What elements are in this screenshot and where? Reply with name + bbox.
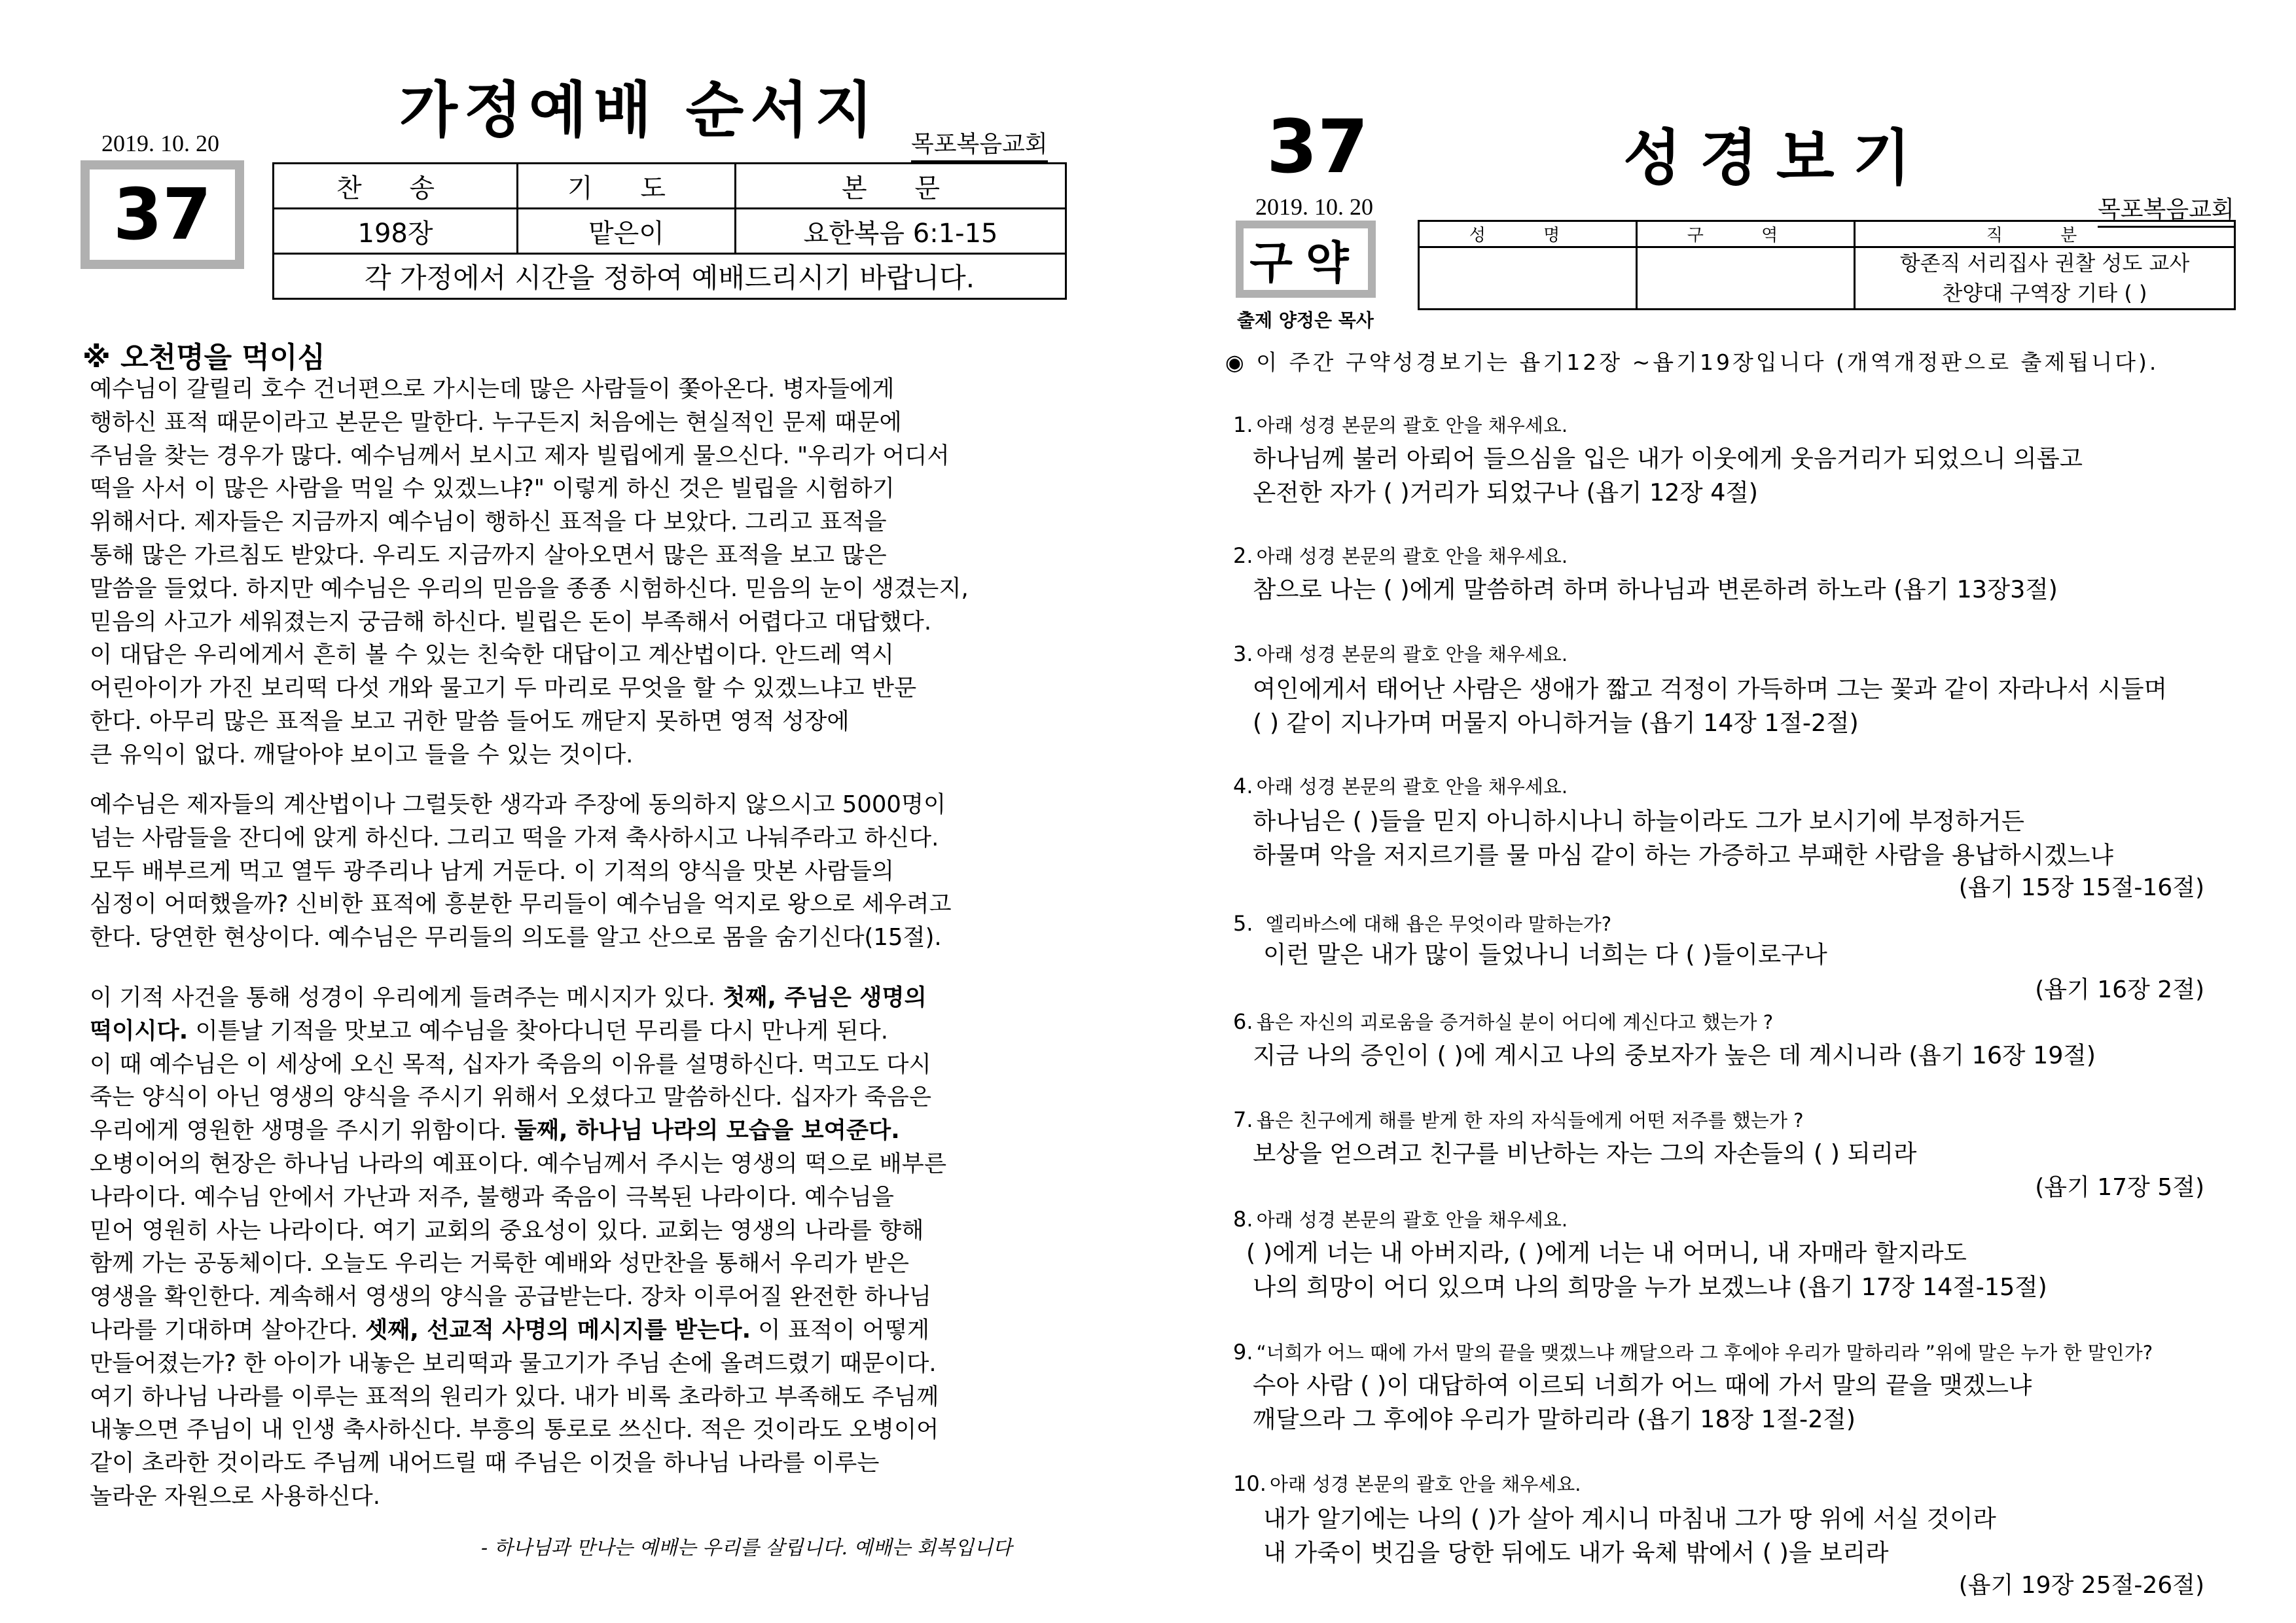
answer-line: 이런 말은 내가 많이 들었나니 너희는 다 ( )들이로구나: [1263, 940, 1827, 969]
issue-number: 37: [1266, 105, 1369, 190]
church-name: 목포복음교회: [911, 126, 1048, 162]
question-prompt: 아래 성경 본문의 괄호 안을 채우세요.: [1256, 643, 1568, 666]
text-line: 심정이 어떠했을까? 신비한 표적에 흥분한 무리들이 예수님을 억지로 왕으로 세우려고: [90, 891, 952, 918]
question-3: [1233, 640, 1568, 667]
page-title: 가정예배 순서지: [399, 75, 880, 145]
question-number: 8.: [1233, 1207, 1253, 1232]
text-line: 한다. 당연한 현상이다. 예수님은 무리들의 의도를 알고 산으로 몸을 숨기신다(15절).: [90, 924, 942, 952]
text-line: 어린아이가 가진 보리떡 다섯 개와 물고기 두 마리로 무엇을 할 수 있겠느냐고 반문: [90, 675, 917, 702]
text-run: 우리에게 영원한 생명을 주시기 위함이다.: [90, 1117, 514, 1145]
verse-reference: (욥기 17장 5절): [2035, 1174, 2204, 1201]
church-name: 목포복음교회: [2098, 191, 2234, 228]
section-label: 구약: [1249, 237, 1362, 289]
table-cell-prayer: 맡은이: [518, 209, 736, 254]
question-number: 2.: [1233, 543, 1253, 568]
text-line: [90, 1115, 946, 1148]
text-line: 이 때 예수님은 이 세상에 오신 목적, 십자가 죽음의 이유를 설명하신다. 먹고도 다시: [90, 1050, 931, 1078]
answer-line: 보상을 얻으려고 친구를 비난하는 자는 그의 자손들의 ( ) 되리라: [1253, 1139, 1917, 1168]
answer-line: 깨달으라 그 후에야 우리가 말하리라 (욥기 18장 1절-2절): [1253, 1405, 1856, 1433]
right-page: [1148, 0, 2296, 1623]
question-number: 9.: [1233, 1340, 1253, 1364]
bold-point-3: 셋째, 선교적 사명의 메시지를 받는다.: [365, 1316, 751, 1344]
text-line: 놀라운 자원으로 사용하신다.: [90, 1482, 380, 1510]
text-line: 믿음의 사고가 세워졌는지 궁금해 하신다. 빌립은 돈이 부족해서 어렵다고 대답했다.: [90, 608, 932, 635]
verse-reference: (욥기 19장 25절-26절): [1958, 1572, 2204, 1599]
worship-order-table: [272, 162, 1067, 300]
page-title: 성경보기: [1623, 123, 1929, 193]
table-header-prayer: 기 도: [518, 164, 736, 209]
text-line: 떡을 사서 이 많은 사람을 먹일 수 있겠느냐?" 이렇게 하신 것은 빌립을 시험하기: [90, 475, 895, 503]
text-line: 통해 많은 가르침도 받았다. 우리도 지금까지 살아오면서 많은 표적을 보고 많은: [90, 541, 887, 569]
verse-reference: (욥기 16장 2절): [2035, 976, 2204, 1003]
text-line: [90, 1314, 946, 1347]
text-line: 행하신 표적 때문이라고 본문은 말한다. 누구든지 처음에는 현실적인 문제 때문에: [90, 408, 902, 436]
text-line: 내놓으면 주님이 내 인생 축사하신다. 부흥의 통로로 쓰신다. 적은 것이라도 오병이어: [90, 1416, 939, 1444]
author-label: 출제 양정은 목사: [1237, 310, 1374, 331]
question-4: [1233, 772, 1568, 799]
text-line: 영생을 확인한다. 계속해서 영생의 양식을 공급받는다. 장차 이루어질 완전한 하나님: [90, 1283, 932, 1311]
answer-line: 지금 나의 증인이 ( )에 계시고 나의 중보자가 높은 데 계시니라 (욥기 16장 19절): [1253, 1041, 2096, 1069]
question-prompt: 아래 성경 본문의 괄호 안을 채우세요.: [1256, 414, 1568, 437]
question-number: 6.: [1233, 1009, 1253, 1034]
intro-notice: ◉ 이 주간 구약성경보기는 욥기12장 ~욥기19장입니다 (개역개정판으로 출제됩니다).: [1225, 349, 2159, 375]
answer-line: 나의 희망이 어디 있으며 나의 희망을 누가 보겠느냐 (욥기 17장 14절-15절): [1253, 1273, 2047, 1301]
text-run: 나라를 기대하며 살아간다.: [90, 1316, 366, 1344]
question-number: 4.: [1233, 774, 1253, 798]
text-line: 넘는 사람들을 잔디에 앉게 하신다. 그리고 떡을 가져 축사하시고 나눠주라고 하신다.: [90, 824, 939, 851]
section-label-box: [1236, 221, 1376, 298]
sermon-heading: ※ 오천명을 먹이심: [82, 341, 325, 374]
question-prompt: 욥은 친구에게 해를 받게 한 자의 자식들에게 어떤 저주를 했는가 ?: [1256, 1109, 1804, 1132]
question-number: 3.: [1233, 641, 1253, 666]
question-prompt: 아래 성경 본문의 괄호 안을 채우세요.: [1256, 776, 1568, 798]
table-header-name: 성 명: [1419, 221, 1637, 247]
bold-point-2: 둘째, 하나님 나라의 모습을 보여준다.: [514, 1117, 900, 1145]
member-info-table: [1418, 220, 2236, 310]
text-line: 나라이다. 예수님 안에서 가난과 저주, 불행과 죽음이 극복된 나라이다. 예수님을: [90, 1183, 894, 1211]
question-2: [1233, 542, 1568, 569]
question-1: [1233, 411, 1568, 438]
question-8: [1233, 1205, 1568, 1232]
answer-line: 수아 사람 ( )이 대답하여 이르되 너희가 어느 때에 가서 말의 끝을 맺겠느냐: [1253, 1371, 2032, 1399]
text-line: [90, 982, 946, 1015]
closing-line: - 하나님과 만나는 예배는 우리를 살립니다. 예배는 회복입니다: [481, 1537, 1012, 1560]
text-line: 주님을 찾는 경우가 많다. 예수님께서 보시고 제자 빌립에게 물으신다. "우리가 어디서: [90, 442, 950, 469]
answer-line: 내 가죽이 벗김을 당한 뒤에도 내가 육체 밖에서 ( )을 보리라: [1263, 1539, 1889, 1567]
text-line: 함께 가는 공동체이다. 오늘도 우리는 거룩한 예배와 성만찬을 통해서 우리가 받은: [90, 1250, 909, 1277]
text-line: 만들어졌는가? 한 아이가 내놓은 보리떡과 물고기가 주님 손에 올려드렸기 때문이다.: [90, 1349, 937, 1377]
answer-line: ( ) 같이 지나가며 머물지 아니하거늘 (욥기 14장 1절-2절): [1253, 709, 1859, 737]
issue-number-box: [81, 160, 244, 269]
question-7: [1233, 1106, 1804, 1133]
date-label: 2019. 10. 20: [101, 130, 219, 156]
bold-point-1-cont: 떡이시다.: [90, 1017, 188, 1044]
question-6: [1233, 1008, 1773, 1035]
table-header-district: 구 역: [1637, 221, 1855, 247]
question-prompt: 아래 성경 본문의 괄호 안을 채우세요.: [1269, 1473, 1581, 1495]
district-field[interactable]: [1637, 247, 1855, 310]
text-run: 이 표적이 어떻게: [751, 1316, 930, 1344]
date-label: 2019. 10. 20: [1255, 194, 1373, 220]
text-run: 이 기적 사건을 통해 성경이 우리에게 들려주는 메시지가 있다.: [90, 984, 723, 1011]
sermon-paragraph-2: [90, 789, 952, 955]
duty-line-1: 항존직 서리집사 권찰 성도 교사: [1899, 251, 2190, 276]
text-run: 이튿날 기적을 맛보고 예수님을 찾아다니던 무리를 다시 만나게 된다.: [188, 1017, 888, 1044]
duty-options[interactable]: [1855, 247, 2235, 310]
table-cell-scripture: 요한복음 6:1-15: [736, 209, 1066, 254]
text-line: 큰 유익이 없다. 깨달아야 보이고 들을 수 있는 것이다.: [90, 741, 634, 768]
text-line: 오병이어의 현장은 하나님 나라의 예표이다. 예수님께서 주시는 영생의 떡으로 배부른: [90, 1150, 947, 1177]
name-field[interactable]: [1419, 247, 1637, 310]
verse-reference: (욥기 15장 15절-16절): [1958, 874, 2204, 901]
issue-number: 37: [113, 173, 212, 256]
question-number: 5.: [1233, 911, 1253, 936]
text-line: 같이 초라한 것이라도 주님께 내어드릴 때 주님은 이것을 하나님 나라를 이루는: [90, 1450, 880, 1477]
question-prompt: 욥은 자신의 괴로움을 증거하실 분이 어디에 계신다고 했는가 ?: [1256, 1011, 1774, 1033]
text-line: 여기 하나님 나라를 이루는 표적의 원리가 있다. 내가 비록 초라하고 부족해도 주님께: [90, 1383, 939, 1410]
question-9: [1233, 1338, 2153, 1365]
duty-line-2: 찬양대 구역장 기타 ( ): [1942, 281, 2147, 306]
text-line: 모두 배부르게 먹고 열두 광주리나 남게 거둔다. 이 기적의 양식을 맛본 사람들의: [90, 857, 894, 885]
answer-line: 하나님께 불러 아뢰어 들으심을 입은 내가 이웃에게 웃음거리가 되었으니 의롭고: [1253, 444, 2083, 473]
text-line: [90, 1015, 946, 1048]
answer-line: 하나님은 ( )들을 믿지 아니하시나니 하늘이라도 그가 보시기에 부정하거든: [1253, 807, 2025, 835]
text-line: 말씀을 들었다. 하지만 예수님은 우리의 믿음을 종종 시험하신다. 믿음의 눈이 생겼는지,: [90, 575, 969, 602]
answer-line: 온전한 자가 ( )거리가 되었구나 (욥기 12장 4절): [1253, 478, 1758, 507]
text-line: 한다. 아무리 많은 표적을 보고 귀한 말씀 들어도 깨닫지 못하면 영적 성장에: [90, 707, 850, 735]
answer-line: 여인에게서 태어난 사람은 생애가 짧고 걱정이 가득하며 그는 꽃과 같이 자라나서 시들며: [1253, 675, 2167, 703]
sermon-paragraph-1: [90, 373, 969, 772]
answer-line: 하물며 악을 저지르기를 물 마심 같이 하는 가증하고 부패한 사람을 용납하시겠느냐: [1253, 841, 2113, 869]
question-prompt: 아래 성경 본문의 괄호 안을 채우세요.: [1256, 1209, 1568, 1231]
table-header-duty: 직 분: [1855, 221, 2235, 247]
text-line: 이 대답은 우리에게서 흔히 볼 수 있는 친숙한 대답이고 계산법이다. 안드레 역시: [90, 641, 894, 669]
question-5: [1233, 910, 1611, 936]
text-line: 위해서다. 제자들은 지금까지 예수님이 행하신 표적을 다 보았다. 그리고 표적을: [90, 508, 887, 536]
question-prompt: 엘리바스에 대해 욥은 무엇이라 말하는가?: [1265, 913, 1612, 935]
question-number: 7.: [1233, 1107, 1253, 1132]
question-number: 1.: [1233, 412, 1253, 437]
question-prompt: “너희가 어느 때에 가서 말의 끝을 맺겠느냐 깨달으라 그 후에야 우리가 말하리라 ”위에 말은 누가 한 말인가?: [1256, 1342, 2153, 1364]
table-header-hymn: 찬 송: [274, 164, 518, 209]
bold-point-1: 첫째, 주님은 생명의: [723, 984, 927, 1011]
sermon-paragraph-3: [90, 982, 946, 1514]
question-prompt: 아래 성경 본문의 괄호 안을 채우세요.: [1256, 545, 1568, 567]
table-note: 각 가정에서 시간을 정하여 예배드리시기 바랍니다.: [274, 254, 1066, 299]
question-number: 10.: [1233, 1471, 1266, 1496]
answer-line: 내가 알기에는 나의 ( )가 살아 계시니 마침내 그가 땅 위에 서실 것이라: [1263, 1505, 1996, 1533]
text-line: 예수님은 제자들의 계산법이나 그럴듯한 생각과 주장에 동의하지 않으시고 5000명이: [90, 791, 946, 818]
text-line: 믿어 영원히 사는 나라이다. 여기 교회의 중요성이 있다. 교회는 영생의 나라를 향해: [90, 1217, 924, 1244]
text-line: 예수님이 갈릴리 호수 건너편으로 가시는데 많은 사람들이 쫓아온다. 병자들에게: [90, 376, 895, 402]
table-cell-hymn: 198장: [274, 209, 518, 254]
answer-line: ( )에게 너는 내 아버지라, ( )에게 너는 내 어머니, 내 자매라 할지라도: [1246, 1239, 1967, 1267]
text-line: 죽는 양식이 아닌 영생의 양식을 주시기 위해서 오셨다고 말씀하신다. 십자가 죽음은: [90, 1084, 932, 1111]
table-header-scripture: 본 문: [736, 164, 1066, 209]
answer-line: 참으로 나는 ( )에게 말씀하려 하며 하나님과 변론하려 하노라 (욥기 13장3절): [1253, 575, 2058, 603]
question-10: [1233, 1470, 1581, 1497]
